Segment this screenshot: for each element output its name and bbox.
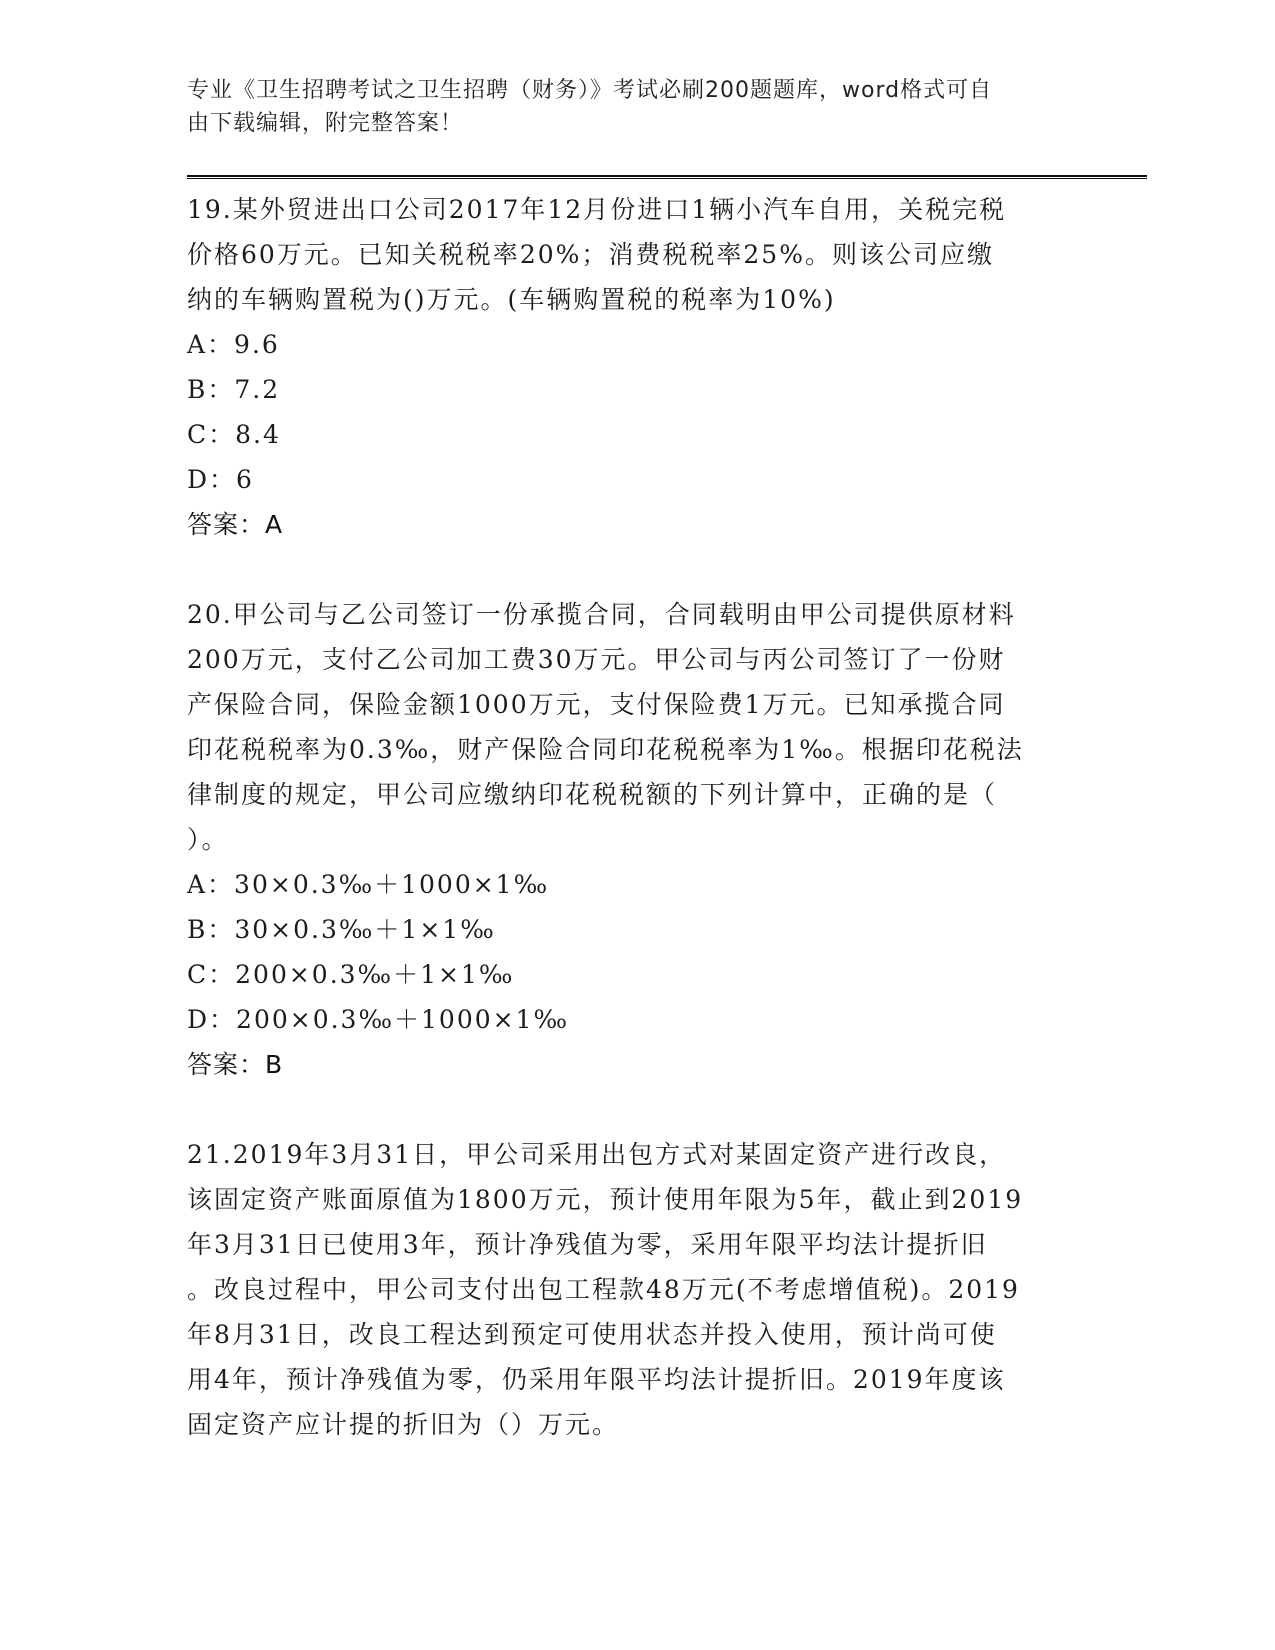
header-divider <box>187 175 1147 179</box>
answer-label: 答案：A <box>187 510 284 539</box>
option-b: B：7.2 <box>187 375 281 404</box>
stem-line: 印花税税率为0.3‰，财产保险合同印花税税率为1‰。根据印花税法 <box>187 735 1024 764</box>
option-d: D：200×0.3‰＋1000×1‰ <box>187 1005 570 1034</box>
stem-line: 律制度的规定，甲公司应缴纳印花税税额的下列计算中，正确的是（ <box>187 780 998 809</box>
question-19 <box>187 187 1077 547</box>
stem-line: 20.甲公司与乙公司签订一份承揽合同，合同载明由甲公司提供原材料 <box>187 600 1016 629</box>
option-c: C：8.4 <box>187 420 281 449</box>
option-c: C：200×0.3‰＋1×1‰ <box>187 960 515 989</box>
stem-line: 。改良过程中，甲公司支付出包工程款48万元(不考虑增值税)。2019 <box>187 1275 1020 1304</box>
option-d: D：6 <box>187 465 254 494</box>
spacer <box>187 1087 1077 1132</box>
answer-label: 答案：B <box>187 1050 284 1079</box>
stem-line: 产保险合同，保险金额1000万元，支付保险费1万元。已知承揽合同 <box>187 690 1006 719</box>
stem-line: 年3月31日已使用3年，预计净残值为零，采用年限平均法计提折旧 <box>187 1230 988 1259</box>
option-b: B：30×0.3‰＋1×1‰ <box>187 915 496 944</box>
header-line-2: 由下载编辑，附完整答案！ <box>187 111 464 136</box>
option-a: A：30×0.3‰＋1000×1‰ <box>187 870 550 899</box>
question-20 <box>187 592 1077 1087</box>
stem-line: 固定资产应计提的折旧为（）万元。 <box>187 1410 620 1439</box>
question-list <box>187 187 1077 1447</box>
document-header <box>187 74 1067 140</box>
stem-line: 21.2019年3月31日，甲公司采用出包方式对某固定资产进行改良， <box>187 1140 1007 1169</box>
question-stem <box>187 1132 1077 1447</box>
stem-line: 纳的车辆购置税为()万元。(车辆购置税的税率为10%) <box>187 285 836 314</box>
stem-line: ）。 <box>187 825 229 854</box>
header-line-1: 专业《卫生招聘考试之卫生招聘（财务）》考试必刷200题题库，word格式可自 <box>187 78 993 103</box>
spacer <box>187 547 1077 592</box>
question-stem <box>187 187 1077 322</box>
stem-line: 价格60万元。已知关税税率20%；消费税税率25%。则该公司应缴 <box>187 240 994 269</box>
question-21 <box>187 1132 1077 1447</box>
option-a: A：9.6 <box>187 330 280 359</box>
stem-line: 该固定资产账面原值为1800万元，预计使用年限为5年，截止到2019 <box>187 1185 1024 1214</box>
stem-line: 19.某外贸进出口公司2017年12月份进口1辆小汽车自用，关税完税 <box>187 195 1007 224</box>
stem-line: 年8月31日，改良工程达到预定可使用状态并投入使用，预计尚可使 <box>187 1320 997 1349</box>
stem-line: 用4年，预计净残值为零，仍采用年限平均法计提折旧。2019年度该 <box>187 1365 1006 1394</box>
question-stem <box>187 592 1077 862</box>
stem-line: 200万元，支付乙公司加工费30万元。甲公司与丙公司签订了一份财 <box>187 645 1006 674</box>
